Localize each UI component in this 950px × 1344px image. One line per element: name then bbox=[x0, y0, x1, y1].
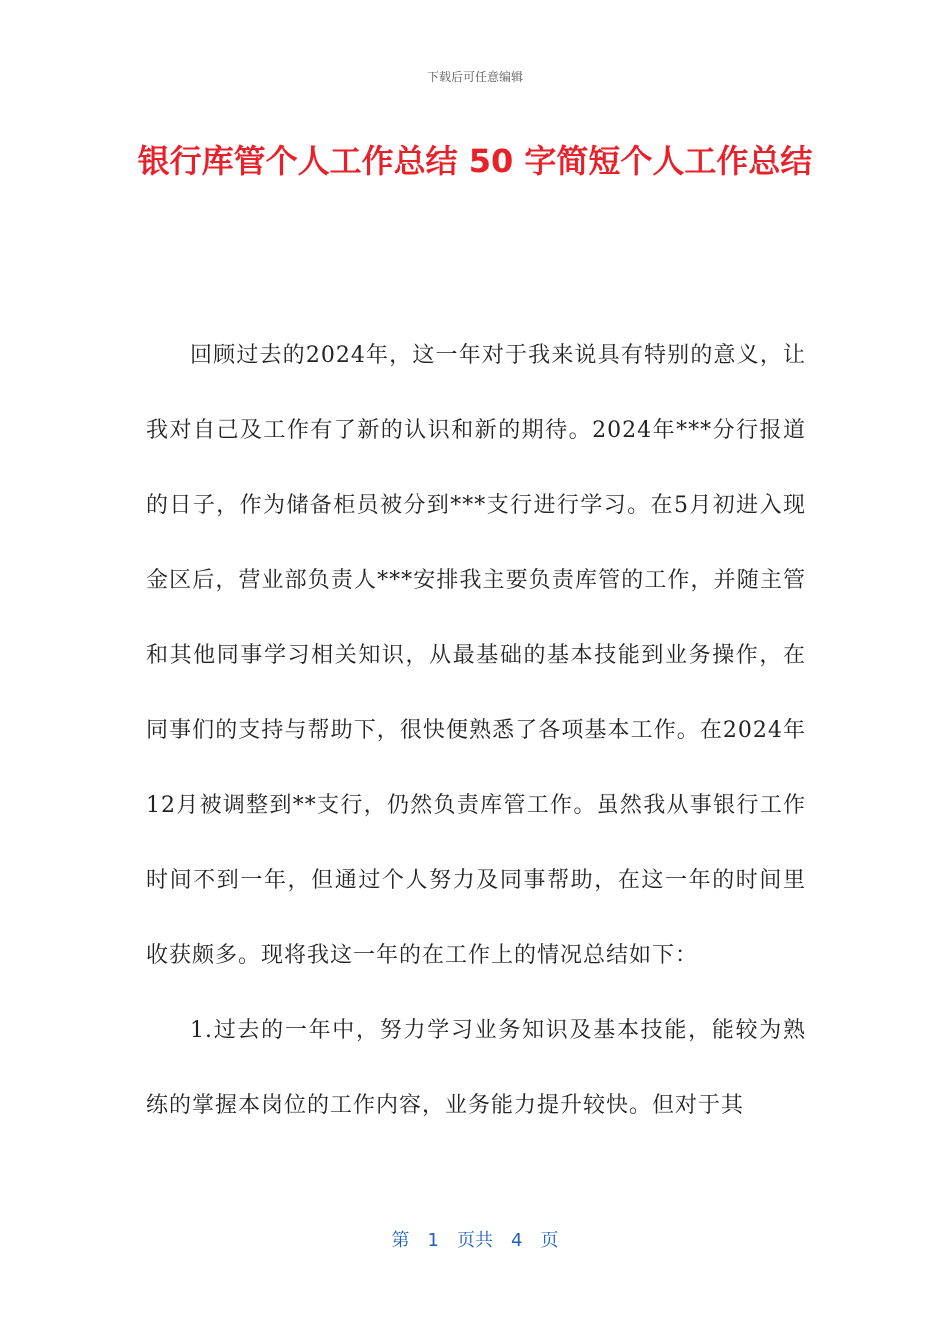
page-number-footer: 第 1 页共 4 页 bbox=[391, 1230, 559, 1251]
paragraph-point-1: 1.过去的一年中，努力学习业务知识及基本技能，能较为熟练的掌握本岗位的工作内容，业务能力提升较快。但对于其 bbox=[146, 1018, 806, 1118]
header-note: 下载后可任意编辑 bbox=[426, 70, 523, 84]
document-title: 银行库管个人工作总结 50 字简短个人工作总结 bbox=[137, 142, 813, 180]
document-body bbox=[146, 318, 806, 1143]
paragraph-intro: 回顾过去的2024年，这一年对于我来说具有特别的意义，让我对自己及工作有了新的认识和新的期待。2024年***分行报道的日子，作为储备柜员被分到***支行进行学习。在5月初进入现金区后，营业部负责人***安排我主要负责库管的工作，并随主管和其他同事学习相关知识，从最基础的基本技能到业务操作，在同事们的支持与帮助下，很快便熟悉了各项基本工作。在2024年12月被调整到**支行，仍然负责库管工作。虽然我从事银行工作时间不到一年，但通过个人努力及同事帮助，在这一年的时间里收获颇多。现将我这一年的在工作上的情况总结如下： bbox=[146, 343, 806, 968]
